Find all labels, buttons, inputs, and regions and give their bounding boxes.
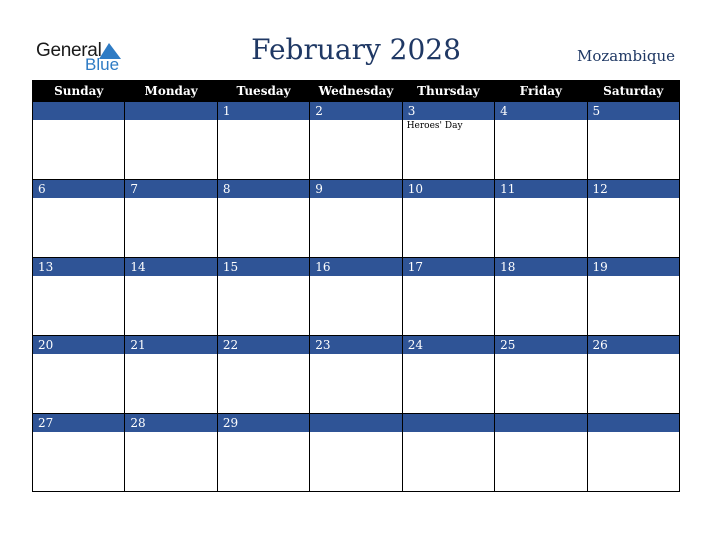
day-cell — [217, 336, 309, 414]
day-cell — [495, 258, 587, 336]
date-number: 26 — [588, 336, 679, 354]
day-cell — [125, 258, 217, 336]
day-cell — [310, 180, 402, 258]
date-number: 2 — [310, 102, 401, 120]
day-cell — [310, 414, 402, 492]
weekday-header: Thursday — [402, 81, 494, 102]
day-cell — [310, 102, 402, 180]
week-row — [33, 102, 680, 180]
date-number — [495, 414, 586, 432]
date-number: 4 — [495, 102, 586, 120]
day-cell — [217, 414, 309, 492]
day-cell — [125, 102, 217, 180]
week-row — [33, 414, 680, 492]
day-cell — [217, 102, 309, 180]
date-number: 15 — [218, 258, 309, 276]
day-cell — [402, 258, 494, 336]
day-cell — [33, 180, 125, 258]
date-number: 25 — [495, 336, 586, 354]
date-number: 20 — [33, 336, 124, 354]
date-number: 8 — [218, 180, 309, 198]
date-number: 9 — [310, 180, 401, 198]
date-number — [588, 414, 679, 432]
date-number: 11 — [495, 180, 586, 198]
day-cell — [402, 180, 494, 258]
week-row — [33, 180, 680, 258]
date-number: 1 — [218, 102, 309, 120]
day-cell — [217, 180, 309, 258]
date-number: 17 — [403, 258, 494, 276]
day-cell — [310, 336, 402, 414]
day-cell — [125, 414, 217, 492]
day-cell — [587, 102, 679, 180]
day-cell — [310, 258, 402, 336]
day-cell — [33, 414, 125, 492]
date-number — [33, 102, 124, 120]
date-number: 10 — [403, 180, 494, 198]
day-cell — [217, 258, 309, 336]
date-number: 19 — [588, 258, 679, 276]
day-cell — [495, 336, 587, 414]
date-number — [125, 102, 216, 120]
date-number: 27 — [33, 414, 124, 432]
weekday-header: Monday — [125, 81, 217, 102]
date-number: 29 — [218, 414, 309, 432]
date-number: 3 — [403, 102, 494, 120]
day-cell — [587, 258, 679, 336]
weekday-header: Saturday — [587, 81, 679, 102]
date-number — [310, 414, 401, 432]
date-number: 24 — [403, 336, 494, 354]
weekday-header: Wednesday — [310, 81, 402, 102]
date-number: 18 — [495, 258, 586, 276]
weekday-header: Tuesday — [217, 81, 309, 102]
week-row — [33, 336, 680, 414]
day-cell — [125, 336, 217, 414]
day-cell — [587, 180, 679, 258]
date-number: 6 — [33, 180, 124, 198]
date-number: 16 — [310, 258, 401, 276]
weekday-header: Sunday — [33, 81, 125, 102]
date-number: 5 — [588, 102, 679, 120]
day-cell — [495, 102, 587, 180]
day-cell — [33, 336, 125, 414]
date-number: 21 — [125, 336, 216, 354]
country-label: Mozambique — [577, 47, 675, 65]
date-number: 13 — [33, 258, 124, 276]
calendar-grid — [32, 80, 680, 492]
week-row — [33, 258, 680, 336]
day-cell — [402, 102, 494, 180]
day-cell — [33, 102, 125, 180]
day-cell — [495, 180, 587, 258]
month-title: February 2028 — [251, 33, 461, 66]
holiday-label: Heroes' Day — [406, 121, 463, 131]
date-number: 22 — [218, 336, 309, 354]
day-cell — [402, 336, 494, 414]
date-number: 28 — [125, 414, 216, 432]
day-cell — [587, 336, 679, 414]
weekday-header-row — [33, 81, 680, 102]
weekday-header: Friday — [495, 81, 587, 102]
date-number: 23 — [310, 336, 401, 354]
day-cell — [587, 414, 679, 492]
date-number — [403, 414, 494, 432]
date-number: 7 — [125, 180, 216, 198]
day-cell — [402, 414, 494, 492]
day-cell — [495, 414, 587, 492]
date-number: 12 — [588, 180, 679, 198]
day-cell — [33, 258, 125, 336]
date-number: 14 — [125, 258, 216, 276]
logo-text-general: General — [36, 40, 102, 61]
logo-text-blue: Blue — [85, 55, 120, 74]
day-cell — [125, 180, 217, 258]
